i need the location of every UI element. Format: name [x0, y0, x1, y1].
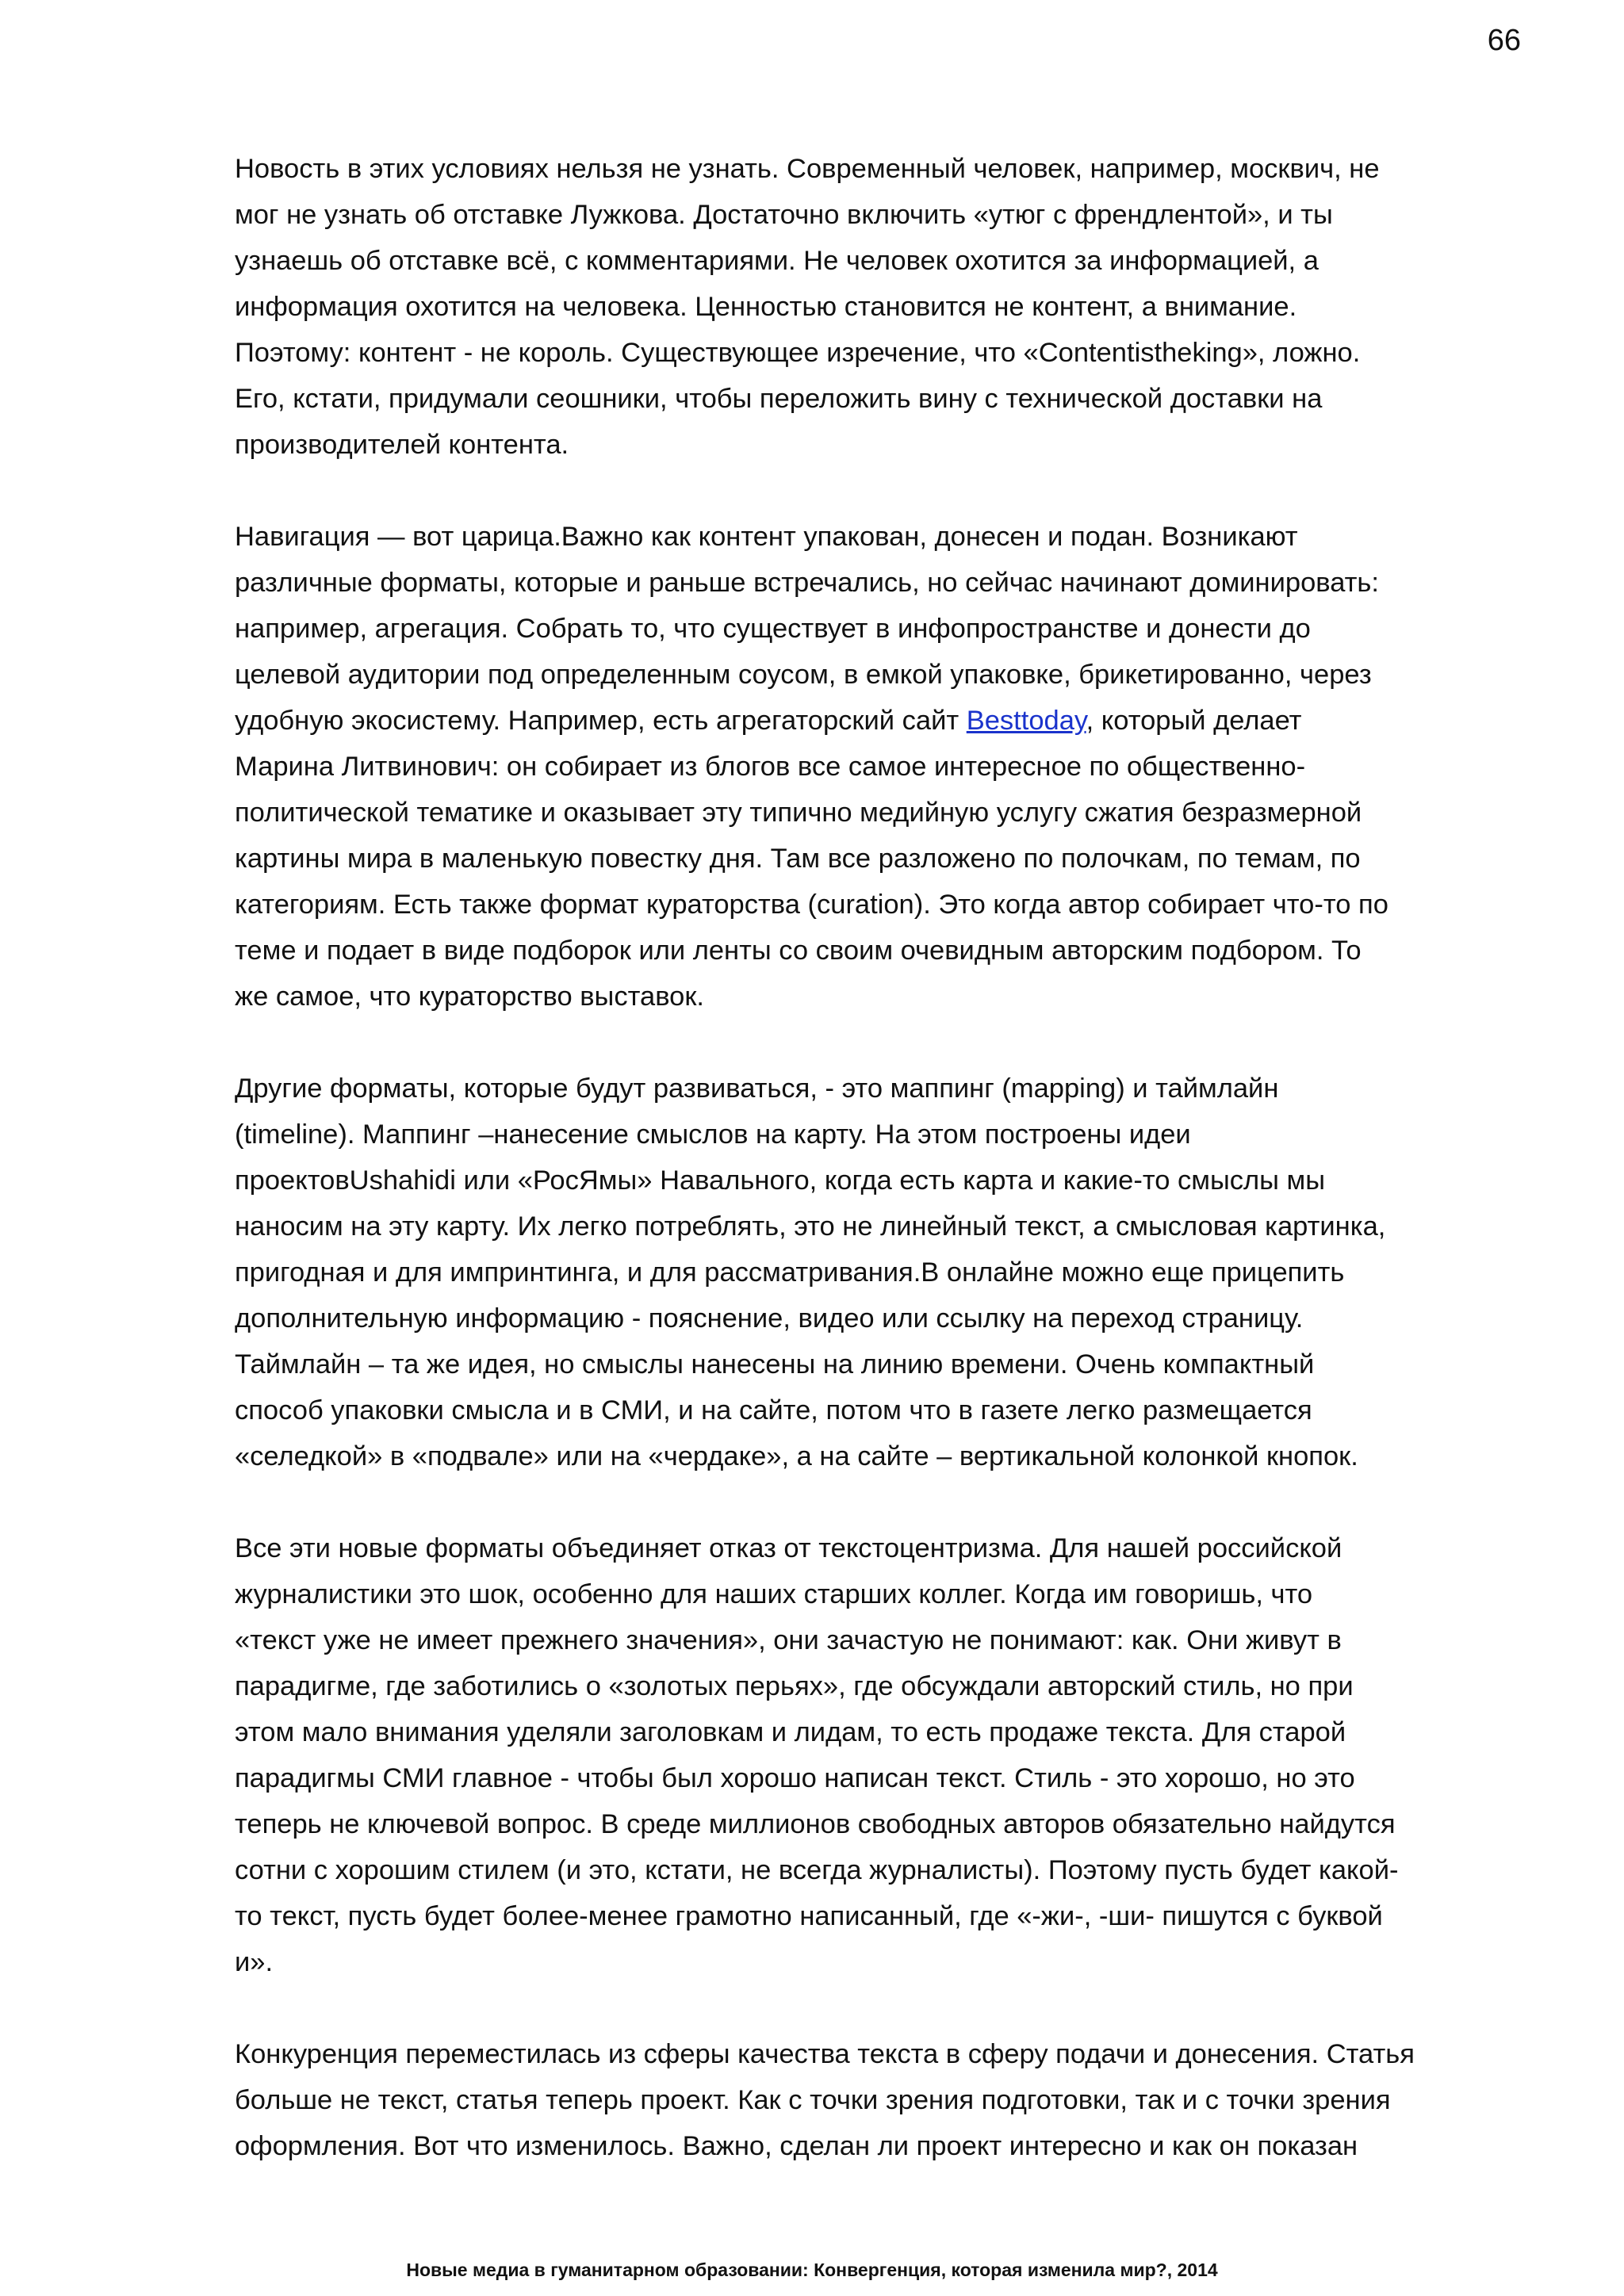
text-line: сотни с хорошим стилем (и это, кстати, не всегда журналисты). Поэтому пусть будет какой- — [235, 1855, 1399, 1885]
text-line: Новость в этих условиях нельзя не узнать. Современный человек, например, москвич, не — [235, 154, 1380, 184]
text-line: Навигация — вот царица.Важно как контент упакован, донесен и подан. Возникают — [235, 522, 1298, 552]
text-line: Конкуренция переместилась из сферы качества текста в сферу подачи и донесения. Статья — [235, 2039, 1415, 2069]
text-line: Его, кстати, придумали сеошники, чтобы переложить вину с технической доставки на — [235, 384, 1323, 414]
page-footer: Новые медиа в гуманитарном образовании: Конвергенция, которая изменила мир?, 2014 — [406, 2260, 1218, 2280]
paragraph-navigation — [235, 514, 1511, 1020]
text-line: (timeline). Маппинг –нанесение смыслов на карту. На этом построены идеи — [235, 1119, 1191, 1150]
text-line: и». — [235, 1947, 274, 1977]
text-line: оформления. Вот что изменилось. Важно, сделан ли проект интересно и как он показан — [235, 2131, 1358, 2161]
text-line: политической тематике и оказывает эту типично медийную услугу сжатия безразмерной — [235, 798, 1362, 828]
text-line: мог не узнать об отставке Лужкова. Достаточно включить «утюг с френдлентой», и ты — [235, 200, 1333, 230]
text-line: больше не текст, статья теперь проект. Как с точки зрения подготовки, так и с точки зрения — [235, 2085, 1391, 2115]
document-body — [235, 146, 1511, 2215]
text-line: наносим на эту карту. Их легко потреблять, это не линейный текст, а смысловая картинка, — [235, 1211, 1386, 1242]
text-line: узнаешь об отставке всё, с комментариями. Не человек охотится за информацией, а — [235, 246, 1319, 276]
text-line: проектовUshahidi или «РосЯмы» Навального, когда есть карта и какие-то смыслы мы — [235, 1165, 1326, 1196]
text-line: целевой аудитории под определенным соусом, в емкой упаковке, брикетированно, через — [235, 660, 1372, 690]
text-line: например, агрегация. Собрать то, что существует в инфопространстве и донести до — [235, 614, 1311, 644]
page-number: 66 — [1487, 24, 1521, 57]
text-line: Марина Литвинович: он собирает из блогов все самое интересное по общественно- — [235, 752, 1306, 782]
text-line: теперь не ключевой вопрос. В среде миллионов свободных авторов обязательно найдутся — [235, 1809, 1396, 1839]
text-line: то текст, пусть будет более-менее грамотно написанный, где «-жи-, -ши- пишутся с буквой — [235, 1901, 1383, 1931]
link-line-end: , который делает — [1086, 706, 1302, 736]
text-line: дополнительную информацию - пояснение, видео или ссылку на переход страницу. — [235, 1303, 1304, 1334]
paragraph-news — [235, 146, 1511, 468]
besttoday-link[interactable]: Besttoday — [966, 706, 1086, 736]
text-line: «текст уже не имеет прежнего значения», они зачастую не понимают: как. Они живут в — [235, 1625, 1342, 1655]
text-line: этом мало внимания уделяли заголовкам и лидам, то есть продаже текста. Для старой — [235, 1717, 1346, 1747]
link-line-start: удобную экосистему. Например, есть агрегаторский сайт — [235, 706, 967, 736]
text-line: журналистики это шок, особенно для наших старших коллег. Когда им говоришь, что — [235, 1579, 1313, 1609]
text-line: Поэтому: контент - не король. Существующее изречение, что «Contentistheking», ложно. — [235, 338, 1361, 368]
text-line: Таймлайн – та же идея, но смыслы нанесены на линию времени. Очень компактный — [235, 1349, 1315, 1380]
text-line: различные форматы, которые и раньше встречались, но сейчас начинают доминировать: — [235, 568, 1379, 598]
text-line: Другие форматы, которые будут развиваться, - это маппинг (mapping) и таймлайн — [235, 1073, 1279, 1104]
text-line: «селедкой» в «подвале» или на «чердаке», а на сайте – вертикальной колонкой кнопок. — [235, 1441, 1358, 1471]
text-line: пригодная и для импринтинга, и для рассматривания.В онлайне можно еще прицепить — [235, 1257, 1345, 1288]
paragraph-competition — [235, 2031, 1511, 2169]
text-line: парадигмы СМИ главное - чтобы был хорошо написан текст. Стиль - это хорошо, но это — [235, 1763, 1355, 1793]
text-line: производителей контента. — [235, 430, 569, 460]
text-line: теме и подает в виде подборок или ленты со своим очевидным авторским подбором. То — [235, 936, 1362, 966]
text-line: же самое, что кураторство выставок. — [235, 982, 705, 1012]
paragraph-textocentrism — [235, 1525, 1511, 1985]
text-line: картины мира в маленькую повестку дня. Там все разложено по полочкам, по темам, по — [235, 844, 1361, 874]
text-line-with-link — [235, 698, 1511, 744]
text-line: Все эти новые форматы объединяет отказ от текстоцентризма. Для нашей российской — [235, 1533, 1342, 1563]
text-line: категориям. Есть также формат кураторства (curation). Это когда автор собирает что-то по — [235, 890, 1388, 920]
text-line: информация охотится на человека. Ценностью становится не контент, а внимание. — [235, 292, 1297, 322]
paragraph-formats — [235, 1066, 1511, 1479]
text-line: парадигме, где заботились о «золотых перьях», где обсуждали авторский стиль, но при — [235, 1671, 1354, 1701]
text-line: способ упаковки смысла и в СМИ, и на сайте, потом что в газете легко размещается — [235, 1395, 1312, 1425]
